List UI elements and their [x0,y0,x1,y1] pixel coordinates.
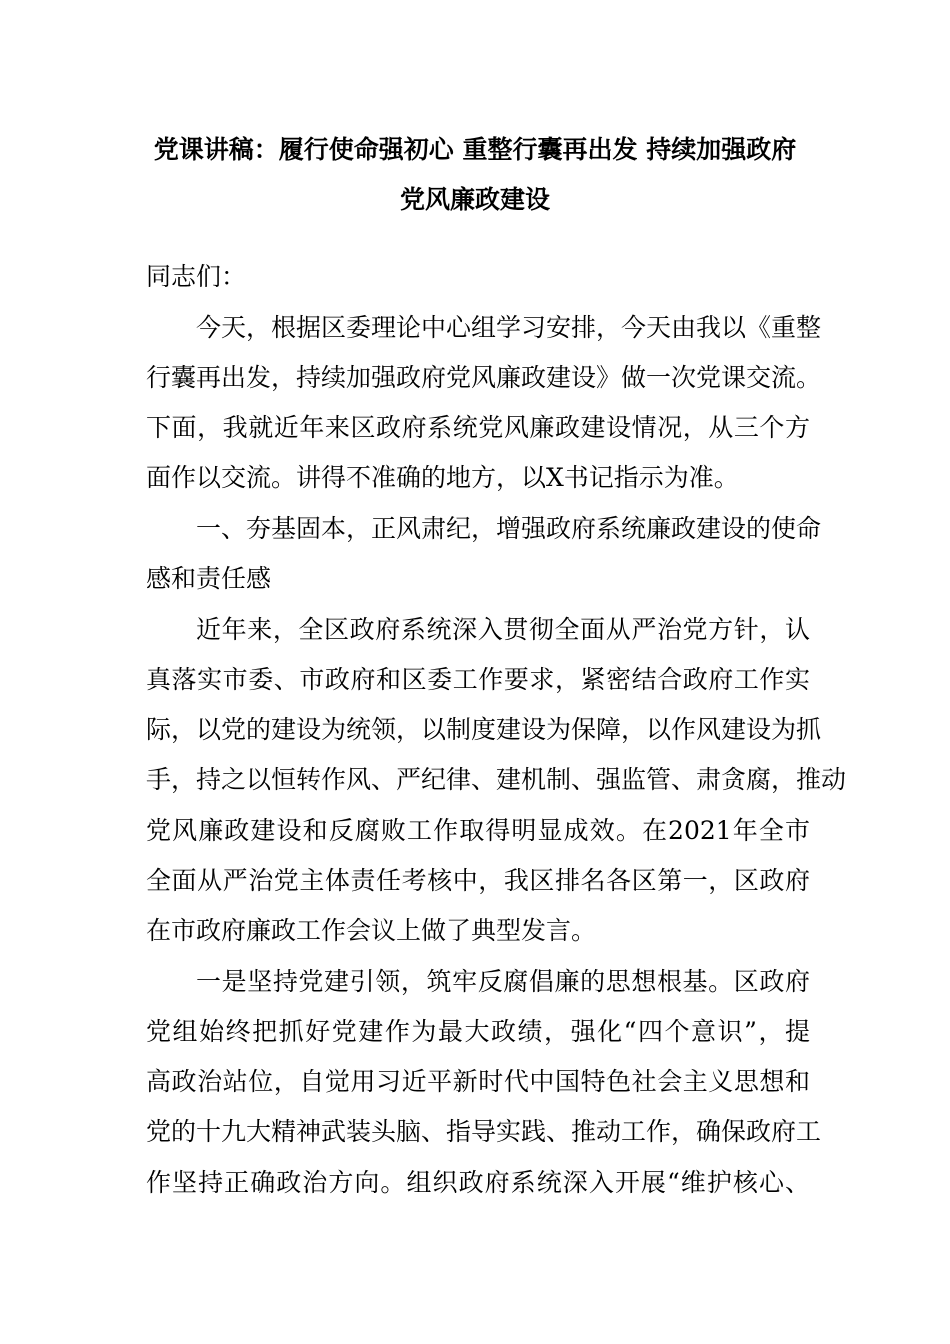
paragraph-line: 下面，我就近年来区政府系统党风廉政建设情况，从三个方 [146,413,810,442]
paragraph-line: 作坚持正确政治方向。组织政府系统深入开展“维护核心、 [146,1168,810,1197]
paragraph-line: 面作以交流。讲得不准确的地方，以X书记指示为准。 [146,463,739,492]
paragraph-line: 党组始终把抓好党建作为最大政绩，强化“四个意识”，提 [146,1017,810,1046]
paragraph-line: 全面从严治党主体责任考核中，我区排名各区第一，区政府 [146,866,810,895]
paragraph-line: 党的十九大精神武装头脑、指导实践、推动工作，确保政府工 [146,1117,822,1146]
paragraph-line: 近年来，全区政府系统深入贯彻全面从严治党方针，认 [196,615,810,644]
paragraph-line: 际，以党的建设为统领，以制度建设为保障，以作风建设为抓 [146,715,822,744]
paragraph-line: 在市政府廉政工作会议上做了典型发言。 [146,916,597,945]
paragraph-line: 党风廉政建设和反腐败工作取得明显成效。在2021年全市 [146,816,810,845]
paragraph-line: 行囊再出发，持续加强政府党风廉政建设》做一次党课交流。 [146,363,822,392]
salutation: 同志们： [146,262,247,291]
section-heading-line: 感和责任感 [146,564,272,593]
paragraph-line: 高政治站位，自觉用习近平新时代中国特色社会主义思想和 [146,1067,810,1096]
paragraph-line: 今天，根据区委理论中心组学习安排，今天由我以《重整 [196,313,822,342]
paragraph-line: 真落实市委、市政府和区委工作要求，紧密结合政府工作实 [146,665,810,694]
document-title-line-2: 党风廉政建设 [399,185,550,214]
document-title-line-1: 党课讲稿：履行使命强初心 重整行囊再出发 持续加强政府 [153,135,797,164]
section-heading-line: 一、夯基固本，正风肃纪，增强政府系统廉政建设的使命 [196,514,822,543]
paragraph-line: 手，持之以恒转作风、严纪律、建机制、强监管、肃贪腐，推动 [146,765,847,794]
paragraph-line: 一是坚持党建引领，筑牢反腐倡廉的思想根基。区政府 [196,967,810,996]
